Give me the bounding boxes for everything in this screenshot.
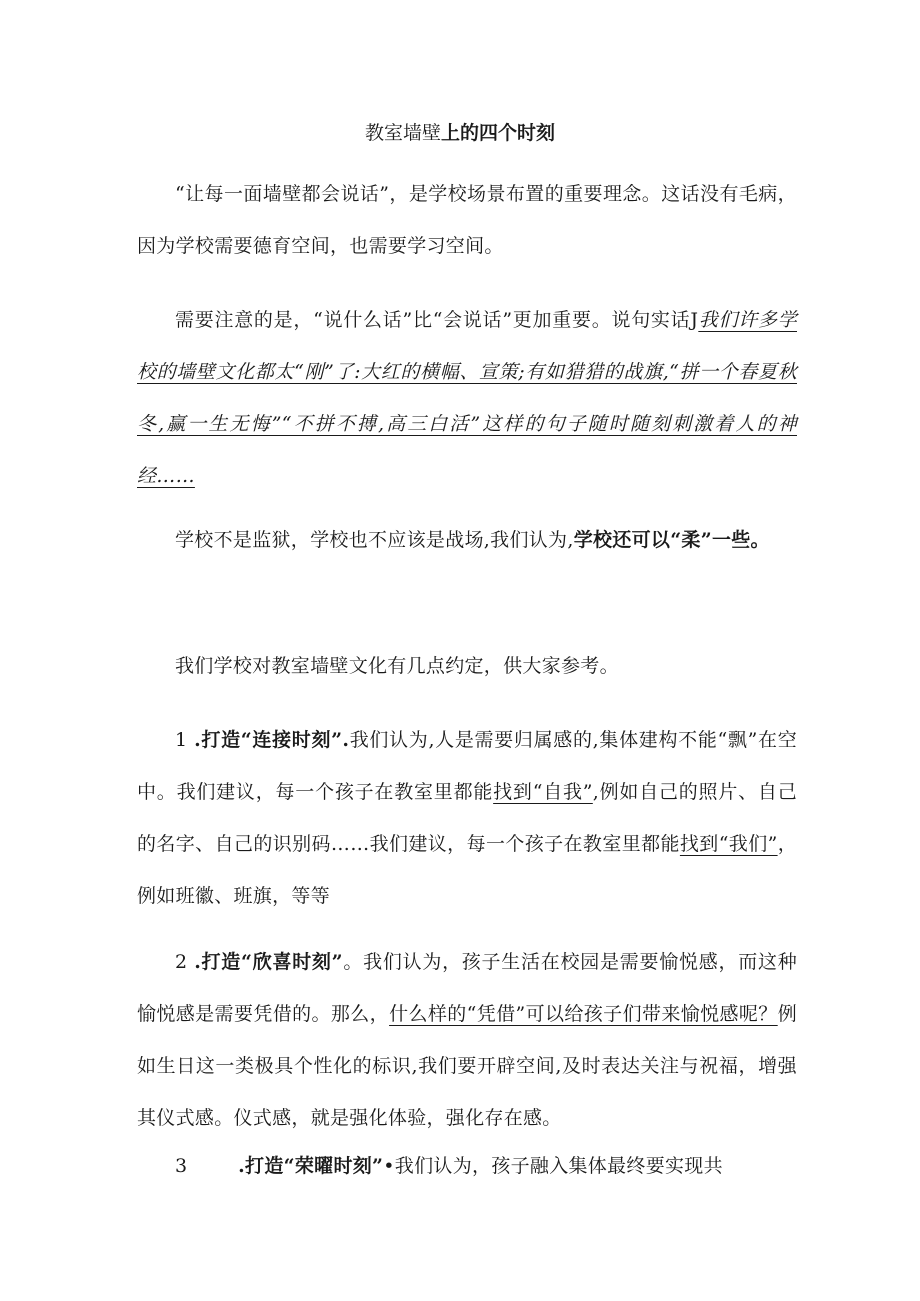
document-title: [0, 118, 920, 148]
paragraph-softness-text: 学校不是监狱，学校也不应该是战场,我们认为,: [175, 529, 574, 551]
list-item-text: 例如生日这一类极具个性化的标识,我们要开辟空间,及时表达关注与祝福，增强其仪式感。仪式感，就是强化体验，强化存在感。: [137, 1003, 798, 1129]
list-item-heading: .打造“荣曜时刻”: [238, 1155, 384, 1177]
paragraph-warning-text: 需要注意的是，“说什么话”比“会说话”更加重要。说句实话J: [175, 309, 699, 331]
list-item-honor: [137, 1140, 797, 1192]
list-item-number: 3: [175, 1155, 188, 1177]
list-item-joy: [137, 936, 797, 1144]
underlined-phrase: 找到“自我”: [493, 781, 593, 803]
paragraph-warning-quote: 我们许多学校的墙壁文化都太“刚”了:大红的横幅、宣策;有如猎猎的战旗,“拼一个春夏秋冬,赢一生无悔”“不拼不搏,高三白活”这样的句子随时随刻刺激着人的神经……: [137, 309, 797, 487]
list-item-heading: .打造“欣喜时刻”: [194, 951, 343, 973]
underlined-phrase: 什么样的“凭借”可以给孩子们带来愉悦感呢？: [389, 1003, 778, 1025]
title-plain: 教室墙壁: [364, 122, 441, 144]
list-item-text: 。我们认为，孩子生活在校园是需要愉悦感，而这种愉悦感是需要凭借的。那么，: [137, 951, 797, 1025]
paragraph-intro: “让每一面墙壁都会说话”，是学校场景布置的重要理念。这话没有毛病，因为学校需要德育空间，也需要学习空间。: [137, 183, 797, 257]
list-item-heading: .打造“连接时刻”.: [194, 729, 350, 751]
list-item-text: ,例如自己的照片、自己的名字、自己的识别码……我们建议，每一个孩子在教室里都能: [137, 781, 797, 855]
paragraph-softness: [137, 514, 797, 566]
list-item-number: 1: [175, 729, 188, 751]
list-item-connection: [137, 714, 797, 922]
paragraph-warning: [137, 294, 797, 502]
paragraph-softness-emphasis: 学校还可以“柔”一些。: [573, 529, 770, 551]
list-item-text: ，例如班徽、班旗，等等: [137, 833, 798, 907]
paragraph-agreement: 我们学校对教室墙壁文化有几点约定，供大家参考。: [175, 655, 619, 677]
title-bold: 上的四个时刻: [441, 122, 556, 144]
list-item-text: 我们认为,人是需要归属感的,集体建构不能“飘”在空中。我们建议，每一个孩子在教室里都能: [137, 729, 797, 803]
list-item-number: 2: [175, 951, 188, 973]
underlined-phrase: 找到“我们”: [679, 833, 778, 855]
list-item-text: •我们认为，孩子融入集体最终要实现共: [383, 1155, 723, 1177]
